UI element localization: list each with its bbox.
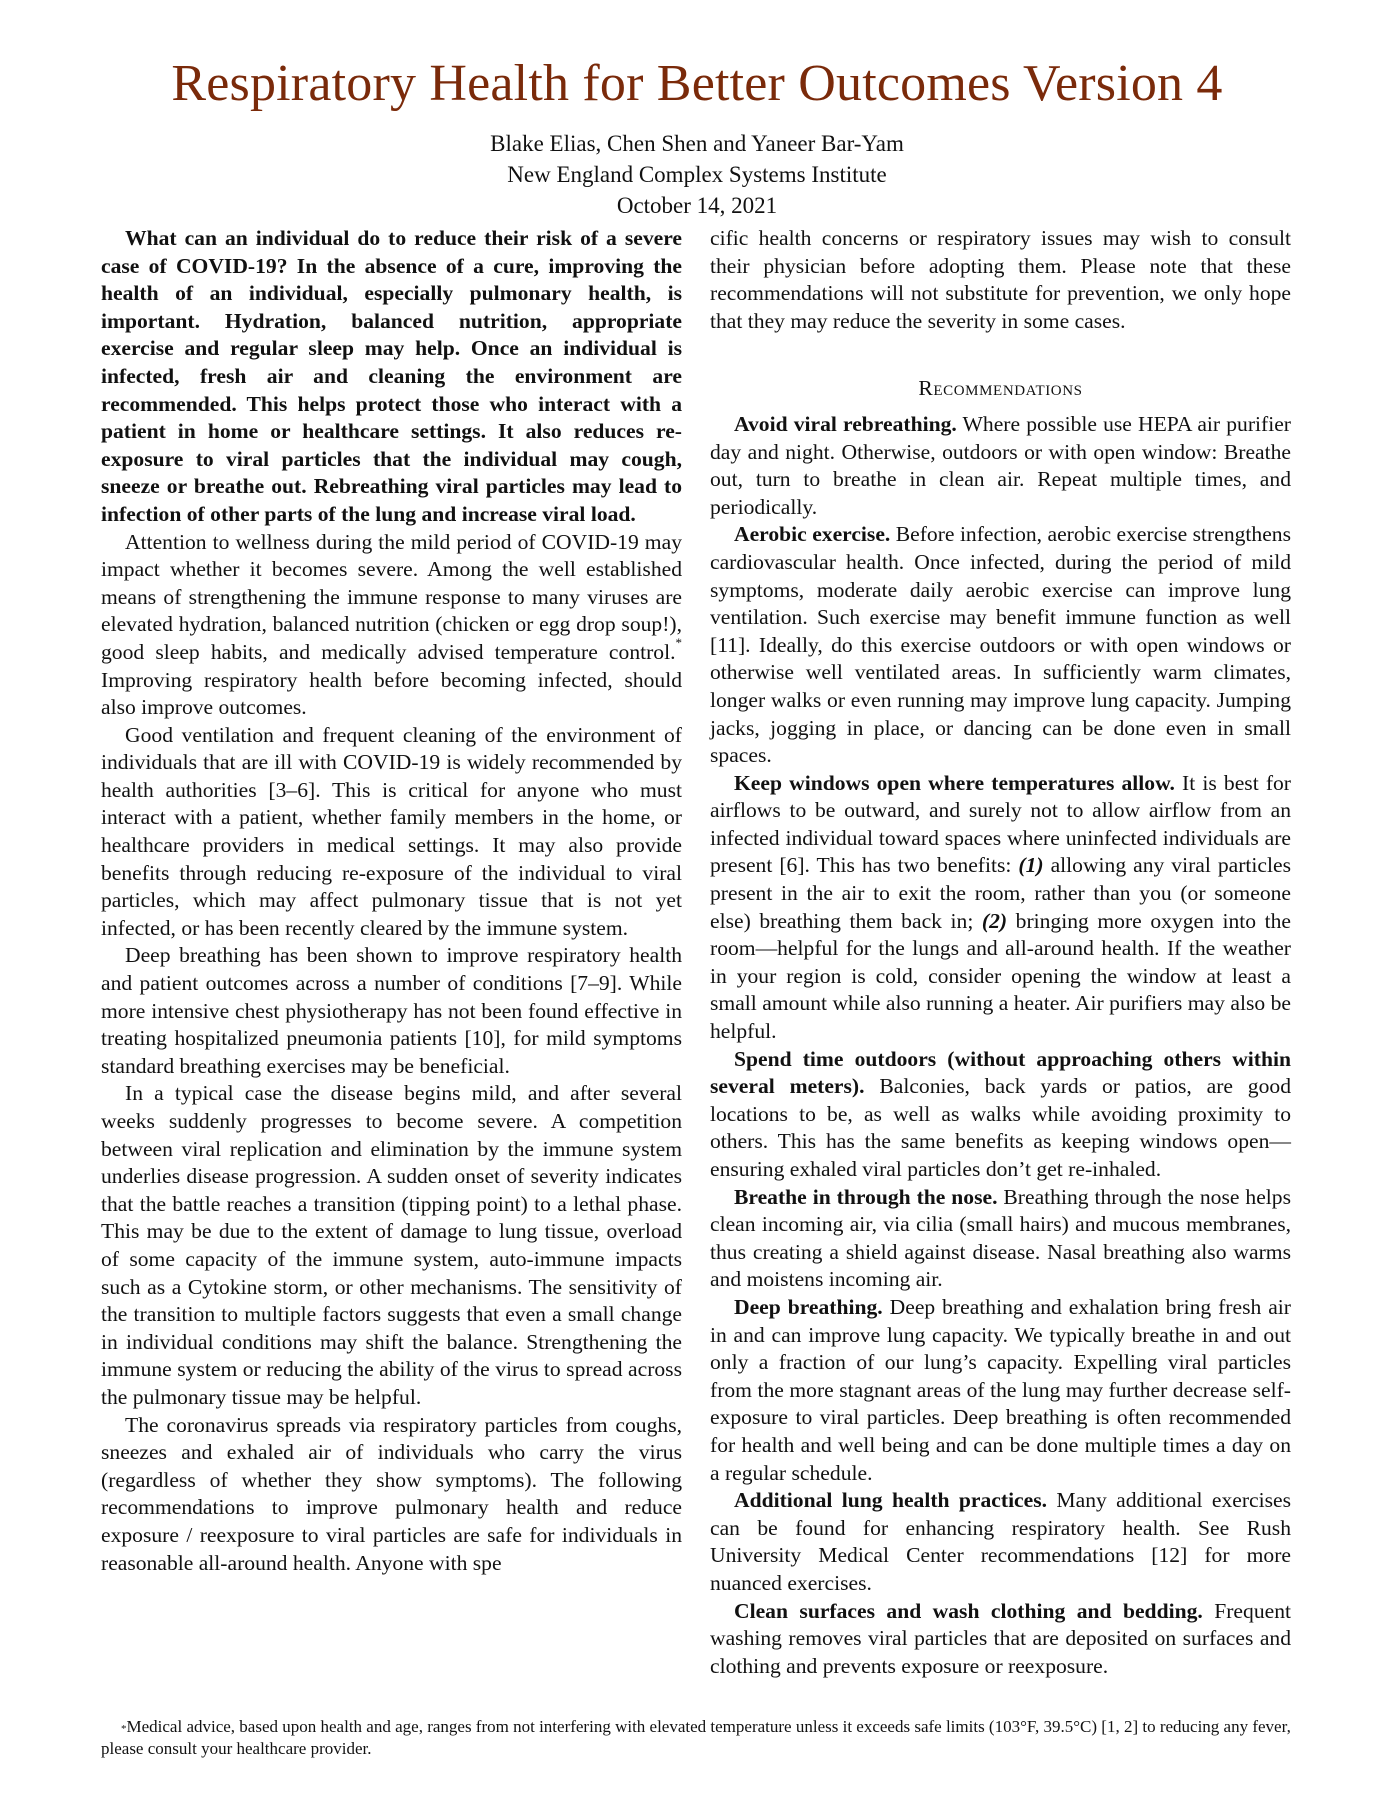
abstract: What can an individual do to reduce their risk of a severe case of COVID-19? In the absence of a cure, improving the health of an individual, especially pulmonary health, is important. Hydration, balanced nutrition, appropriate exercise and regular sleep may help. Once an individual is infected, fresh air and cleaning the environment are recommended. This helps protect those who interact with a patient in home or healthcare settings. It also reduces re-exposure to viral particles that the individual may cough, sneeze or breathe out. Rebreathing viral particles may lead to infection of other parts of the lung and increase viral load. [101,226,682,526]
author-list: Blake Elias, Chen Shen and Yaneer Bar-Yam [490,131,904,156]
publication-date: October 14, 2021 [616,193,778,218]
body-paragraph-coronavirus-spread: The coronavirus spreads via respiratory particles from coughs, sneezes and exhaled air of individuals who carry the virus (regardless of whether they show symptoms). The following recommendations to improve pulmonary health and reduce exposure / reexposure to viral particles are safe for individuals in reasonable all-around health. Anyone with spe [101,1412,682,1575]
recommendation-text: It is best for airflows to be outward, and surely not to allow airflow from an infected individual toward spaces where uninfected individuals are present [6]. This has two benefits: [710,770,1291,878]
recommendation-text: Where possible use HEPA air purifier day and night. Otherwise, outdoors or with open window: Breathe out, turn to breathe in clean air. Repeat multiple times, and periodically. [710,411,1291,519]
recommendation-item [710,1598,1291,1681]
recommendation-title: Avoid viral rebreathing. [734,411,957,436]
recommendation-text: Before infection, aerobic exercise strengthens cardiovascular health. Once infected, during the period of mild symptoms, moderate daily aerobic exercise can improve lung ventilation. Such exercise may benefit immune function as well [11]. Ideally, do this exercise outdoors or with open windows or otherwise well ventilated areas. In sufficiently warm climates, longer walks or even running may improve lung capacity. Jumping jacks, jogging in place, or dancing can be done even in small spaces. [710,522,1291,768]
body-paragraph-continuation: cific health concerns or respiratory issues may wish to consult their physician before adopting them. Please note that these recommendations will not substitute for prevention, we only hope that they may reduce the severity in some cases. [710,226,1291,333]
recommendation-text: Many additional exercises can be found for enhancing respiratory health. See Rush University Medical Center recommendations [12] for more nuanced exercises. [710,1488,1291,1595]
body-paragraph-disease-progression: In a typical case the disease begins mild, and after several weeks suddenly progresses to become severe. A competition between viral replication and elimination by the immune system underlies disease progression. A sudden onset of severity indicates that the battle reaches a transition (tipping point) to a lethal phase. This may be due to the extent of damage to lung tissue, overload of some capacity of the immune system, auto-immune impacts such as a Cytokine storm, or other mechanisms. The sensitivity of the transition to multiple factors suggests that even a small change in individual conditions may shift the balance. Strengthening the immune system or reducing the ability of the virus to spread across the pulmonary tissue may be helpful. [101,1081,682,1409]
list-marker: (1) [1018,853,1044,878]
recommendation-item [710,1487,1291,1597]
recommendation-title: Breathe in through the nose. [734,1184,998,1209]
footnote-mark: * [121,1723,127,1735]
recommendation-text: Deep breathing and exhalation bring fresh air in and can improve lung capacity. We typically breathe in and out only a fraction of our lung’s capacity. Expelling viral particles from the more stagnant areas of the lung may further decrease self-exposure to viral particles. Deep breathing is often recommended for health and well being and can be done multiple times a day on a regular schedule. [710,1294,1291,1485]
recommendation-item [710,770,1291,1046]
recommendation-title: Spend time outdoors (without approaching others within several meters). [710,1046,1291,1099]
body-paragraph-deep-breathing: Deep breathing has been shown to improve respiratory health and patient outcomes across a number of conditions [7–9]. While more intensive chest physiotherapy has not been found effective in treating hospitalized pneumonia patients [10], for mild symptoms standard breathing exercises may be beneficial. [101,943,682,1078]
recommendation-text: allowing any viral particles present in the air to exit the room, rather than you (or someone else) breathing them back in; [710,853,1291,933]
recommendation-title: Aerobic exercise. [734,522,891,547]
recommendation-item [710,1184,1291,1294]
footnote-text: Medical advice, based upon health and age, ranges from not interfering with elevated temperature unless it exceeds safe limits (103°F, 39.5°C) [1, 2] to reducing any fever, please consult your healthcare provider. [101,1717,1291,1758]
body-paragraph-wellness [101,529,682,722]
paper-title: Respiratory Health for Better Outcomes Version 4 [171,55,1223,112]
recommendation-text: Frequent washing removes viral particles that are deposited on surfaces and clothing and prevents exposure or reexposure. [710,1598,1291,1678]
body-paragraph-ventilation: Good ventilation and frequent cleaning of the environment of individuals that are ill with COVID-19 is widely recommended by health authorities [3–6]. This is critical for anyone who must interact with a patient, whether family members in the home, or healthcare providers in medical settings. It may also provide benefits through reducing re-exposure of the individual to viral particles, which may affect pulmonary tissue that is not yet infected, or has been recently cleared by the immune system. [101,722,682,940]
recommendation-title: Deep breathing. [734,1294,883,1319]
recommendation-item [710,411,1291,521]
recommendation-text: Breathing through the nose helps clean incoming air, via cilia (small hairs) and mucous membranes, thus creating a shield against disease. Nasal breathing also warms and moistens incoming air. [710,1184,1291,1292]
recommendation-item [710,1046,1291,1184]
recommendation-title: Clean surfaces and wash clothing and bedding. [734,1598,1203,1623]
section-heading-recommendations: Recommendations [918,376,1083,401]
recommendation-text: bringing more oxygen into the room—helpful for the lungs and all-around health. If the weather in your region is cold, consider opening the window at least a small amount while also running a heater. Air purifiers may also be helpful. [710,908,1291,1044]
paragraph-text: Attention to wellness during the mild period of COVID-19 may impact whether it becomes severe. Among the well established means of strengthening the immune response to many viruses are elevated hydration, balanced nutrition (chicken or egg drop soup!), good sleep habits, and medically advised temperature control. [101,529,682,664]
list-marker: (2) [981,908,1008,933]
left-column [101,225,682,1577]
paragraph-text: Improving respiratory health before becoming infected, should also improve outcomes. [101,667,682,720]
recommendation-text: Balconies, back yards or patios, are good locations to be, as well as walks while avoiding proximity to others. This has the same benefits as keeping windows open—ensuring exhaled viral particles don’t get re-inhaled. [710,1074,1291,1181]
footnote [101,1716,1301,1760]
recommendation-title: Additional lung health practices. [734,1488,1048,1513]
recommendation-item [710,1294,1291,1487]
right-column [710,225,1291,1680]
institution: New England Complex Systems Institute [507,162,887,187]
recommendation-item [710,521,1291,769]
footnote-marker[interactable]: * [675,634,682,650]
recommendation-title: Keep windows open where temperatures allow. [734,770,1175,795]
